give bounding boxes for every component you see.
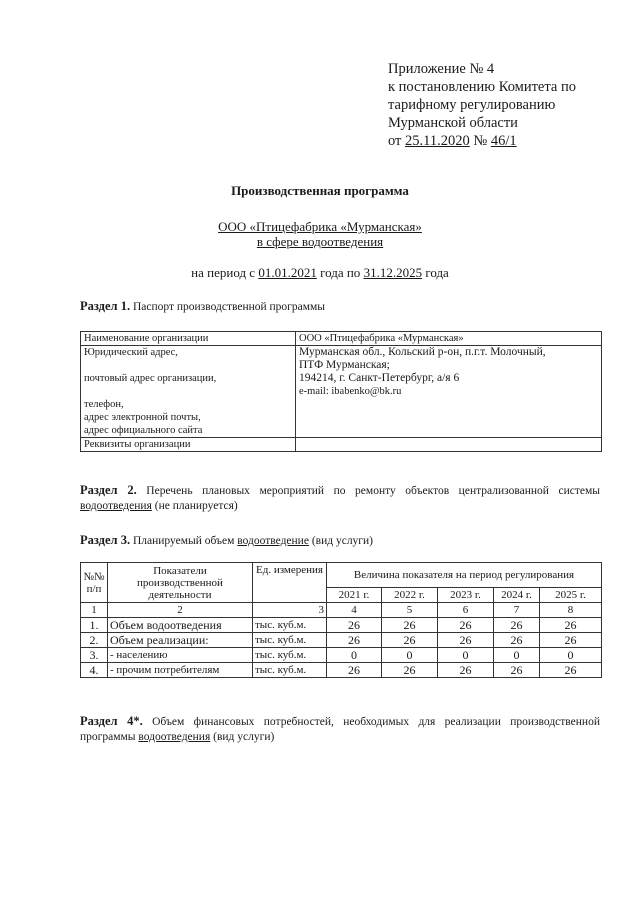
year-cell: 2024 г.: [494, 588, 540, 603]
section3-heading: [80, 533, 600, 549]
header-line: Показатели: [153, 564, 207, 577]
row-value: 26: [327, 663, 382, 678]
row-value: 26: [382, 633, 438, 648]
row-value: 26: [540, 618, 602, 633]
address-labels-cell: [81, 346, 296, 438]
period-from: 01.01.2021: [258, 265, 317, 280]
table-row: [81, 346, 602, 438]
volume-table: [80, 562, 602, 678]
appendix-line: тарифному регулированию: [388, 97, 556, 113]
section1-heading: [80, 299, 600, 315]
row-name: Объем реализации:: [108, 633, 253, 648]
row-value: 26: [494, 618, 540, 633]
period-line: [0, 265, 640, 281]
decree-number: 46/1: [490, 133, 517, 149]
appendix-line: к постановлению Комитета по: [388, 79, 576, 95]
appendix-date-line: [388, 132, 576, 150]
section2-paragraph: [80, 483, 600, 514]
table-row: [81, 633, 602, 648]
row-num: 4.: [81, 663, 108, 678]
row-unit: тыс. куб.м.: [253, 648, 327, 663]
row-unit: тыс. куб.м.: [253, 618, 327, 633]
section4-paragraph: [80, 714, 600, 745]
table-row: [81, 618, 602, 633]
col-num-cell: 2: [108, 603, 253, 618]
year-cell: 2022 г.: [382, 588, 438, 603]
value-line: ПТФ Мурманская;: [299, 359, 390, 371]
number-sign: №: [469, 133, 491, 149]
row-value: 26: [327, 618, 382, 633]
label-line: телефон,: [84, 399, 124, 410]
prefix-text: от: [388, 133, 406, 149]
section-label: Раздел 2.: [80, 483, 137, 497]
row-value: 26: [382, 663, 438, 678]
section-text: Объем финансовых потребностей, необходимых для реализации производственной программы: [80, 716, 600, 743]
row-value: 26: [438, 633, 494, 648]
row-value: 26: [540, 633, 602, 648]
table-row: [81, 332, 602, 346]
header-line: деятельности: [148, 588, 212, 601]
period-prefix: на период с: [191, 265, 259, 280]
address-values-cell: [296, 346, 602, 438]
organization-heading: [0, 219, 640, 249]
value-line: 194214, г. Санкт-Петербург, а/я 6: [299, 372, 460, 384]
document-title: Производственная программа: [231, 183, 409, 198]
col-num-cell: 7: [494, 603, 540, 618]
col-num-cell: 6: [438, 603, 494, 618]
row-name: - населению: [108, 648, 253, 663]
row-name: - прочим потребителям: [108, 663, 253, 678]
col-num-cell: 1: [81, 603, 108, 618]
appendix-line: Мурманской области: [388, 115, 518, 131]
row-value: 26: [327, 633, 382, 648]
label-line: почтовый адрес организации,: [84, 373, 217, 384]
row-name: Объем водоотведения: [108, 618, 253, 633]
col-num-cell: 3: [253, 603, 327, 618]
table-row: [81, 663, 602, 678]
col-num-cell: 8: [540, 603, 602, 618]
row-value: 26: [494, 633, 540, 648]
period-suffix: года: [422, 265, 449, 280]
header-indicator: [108, 563, 253, 603]
table-row: [81, 648, 602, 663]
table-cell: ООО «Птицефабрика «Мурманская»: [296, 332, 602, 346]
section-text: (вид услуги): [210, 731, 275, 743]
row-value: 26: [540, 663, 602, 678]
sphere-line: в сфере водоотведения: [256, 234, 384, 249]
organization-line: ООО «Птицефабрика «Мурманская»: [218, 219, 422, 234]
appendix-block: [388, 60, 576, 150]
appendix-line: Приложение № 4: [388, 61, 495, 77]
row-num: 1.: [81, 618, 108, 633]
header-num: №№ п/п: [81, 563, 108, 603]
row-value: 0: [494, 648, 540, 663]
service-name: водоотведения: [138, 731, 211, 743]
row-value: 0: [540, 648, 602, 663]
section-text: Паспорт производственной программы: [130, 301, 326, 313]
section-text: (вид услуги): [308, 535, 374, 547]
table-header-row: [81, 563, 602, 588]
row-value: 26: [438, 618, 494, 633]
label-line: адрес электронной почты,: [84, 412, 201, 423]
row-unit: тыс. куб.м.: [253, 663, 327, 678]
header-values: Величина показателя на период регулирования: [327, 563, 602, 588]
section-label: Раздел 3.: [80, 533, 131, 547]
header-unit: Ед. измерения: [253, 563, 327, 603]
year-cell: 2025 г.: [540, 588, 602, 603]
label-line: Юридический адрес,: [84, 347, 178, 358]
year-cell: 2023 г.: [438, 588, 494, 603]
decree-date: 25.11.2020: [405, 133, 470, 149]
row-num: 2.: [81, 633, 108, 648]
col-num-cell: 5: [382, 603, 438, 618]
passport-table: [80, 331, 602, 452]
column-numbers-row: [81, 603, 602, 618]
service-name: водоотведения: [80, 500, 152, 512]
period-mid: года по: [316, 265, 364, 280]
service-name: водоотведение: [237, 535, 309, 547]
col-num-cell: 4: [327, 603, 382, 618]
section-text: Планируемый объем: [130, 535, 238, 547]
row-value: 26: [438, 663, 494, 678]
section-label: Раздел 4*.: [80, 714, 143, 728]
period-to: 31.12.2025: [363, 265, 423, 280]
row-num: 3.: [81, 648, 108, 663]
table-cell: [296, 438, 602, 452]
row-value: 0: [327, 648, 382, 663]
value-line: Мурманская обл., Кольский р-он, п.г.т. Молочный,: [299, 346, 546, 358]
section-text: Перечень плановых мероприятий по ремонту объектов централизованной системы: [136, 485, 600, 497]
row-value: 26: [382, 618, 438, 633]
label-line: адрес официального сайта: [84, 425, 203, 436]
section-text: (не планируется): [151, 500, 238, 512]
row-value: 0: [382, 648, 438, 663]
section-label: Раздел 1.: [80, 299, 131, 313]
row-unit: тыс. куб.м.: [253, 633, 327, 648]
email-line: e-mail: ibabenko@bk.ru: [299, 386, 402, 397]
row-value: 0: [438, 648, 494, 663]
table-row: [81, 438, 602, 452]
header-line: производственной: [137, 576, 223, 589]
year-cell: 2021 г.: [327, 588, 382, 603]
table-cell: Реквизиты организации: [81, 438, 296, 452]
table-cell: Наименование организации: [81, 332, 296, 346]
row-value: 26: [494, 663, 540, 678]
